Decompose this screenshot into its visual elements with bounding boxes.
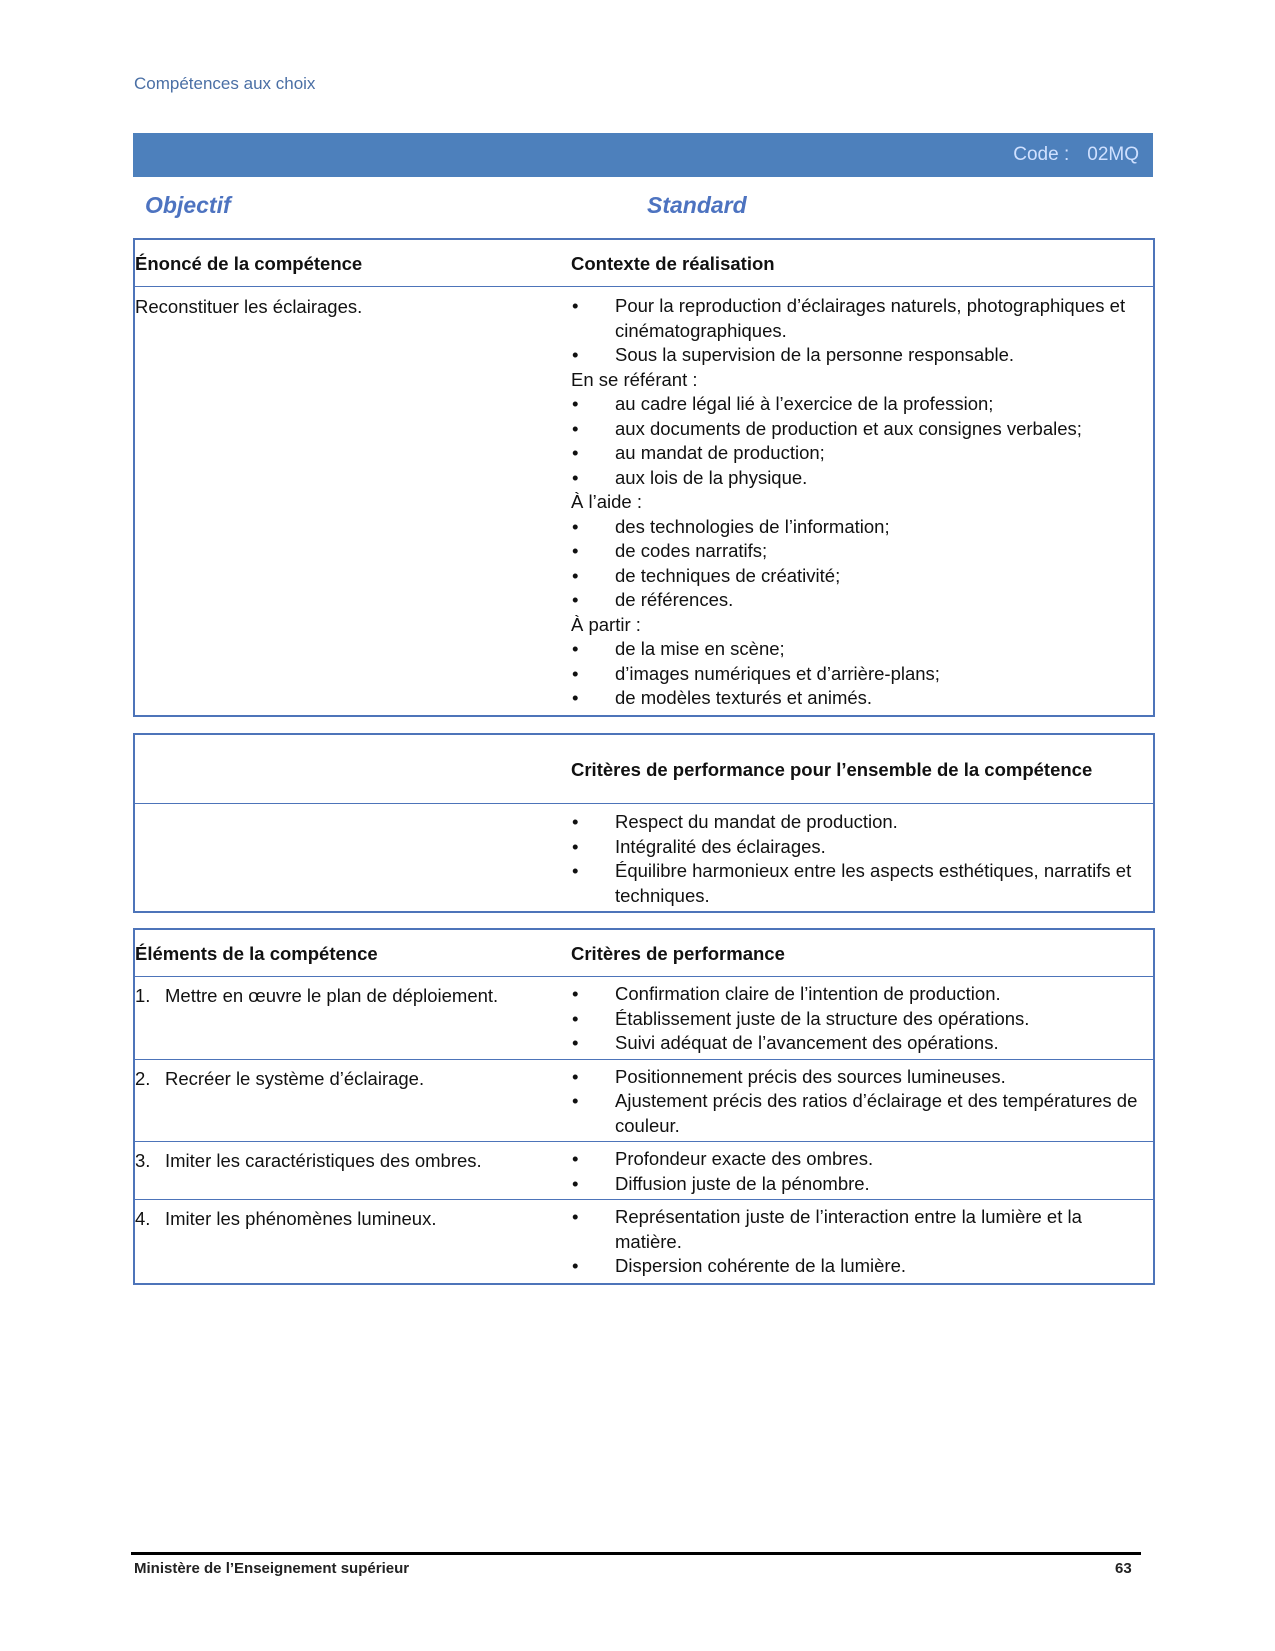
list-item: • au mandat de production;	[571, 441, 1153, 466]
overall-criteria-table	[133, 733, 1155, 913]
list-item: • Diffusion juste de la pénombre.	[571, 1172, 1153, 1197]
table-row	[134, 977, 1154, 1060]
criteria-list	[571, 1205, 1153, 1279]
list-item: • de références.	[571, 588, 1153, 613]
list-item: • Équilibre harmonieux entre les aspects esthétiques, narratifs et techniques.	[571, 859, 1153, 908]
code-value: 02MQ	[1087, 144, 1139, 165]
list-item: • d’images numériques et d’arrière-plans;	[571, 662, 1153, 687]
element-text: Imiter les phénomènes lumineux.	[165, 1208, 437, 1229]
section-objectif: Objectif	[145, 192, 231, 218]
col-header-enonce: Énoncé de la compétence	[135, 253, 363, 274]
footer-ministry: Ministère de l’Enseignement supérieur	[134, 1560, 410, 1577]
context-list-c	[571, 515, 1153, 613]
list-item: • Ajustement précis des ratios d’éclairage et des températures de couleur.	[571, 1089, 1153, 1138]
list-item: • aux documents de production et aux consignes verbales;	[571, 417, 1153, 442]
criteria-list	[571, 982, 1153, 1056]
footer-divider	[131, 1552, 1141, 1555]
list-item: • Représentation juste de l’interaction entre la lumière et la matière.	[571, 1205, 1153, 1254]
list-item: • Pour la reproduction d’éclairages naturels, photographiques et cinématographiques.	[571, 294, 1153, 343]
competence-statement: Reconstituer les éclairages.	[135, 296, 363, 317]
list-item: • Établissement juste de la structure des opérations.	[571, 1007, 1153, 1032]
list-item: • Confirmation claire de l’intention de production.	[571, 982, 1153, 1007]
criteria-list	[571, 1065, 1153, 1139]
table-row	[134, 1059, 1154, 1142]
element-number: 2.	[135, 1067, 151, 1089]
list-item: • aux lois de la physique.	[571, 466, 1153, 491]
page-number: 63	[1115, 1560, 1132, 1577]
table-row	[134, 1142, 1154, 1200]
element-text: Imiter les caractéristiques des ombres.	[165, 1150, 482, 1171]
context-list-d	[571, 637, 1153, 711]
list-item: • des technologies de l’information;	[571, 515, 1153, 540]
list-item: • Sous la supervision de la personne responsable.	[571, 343, 1153, 368]
section-standard: Standard	[647, 192, 747, 218]
context-lead: En se référant :	[571, 368, 698, 390]
element-number: 1.	[135, 985, 151, 1006]
list-item: • Positionnement précis des sources lumineuses.	[571, 1065, 1153, 1090]
elements-criteria-table	[133, 928, 1155, 1285]
header-note: Compétences aux choix	[134, 74, 316, 93]
criteria-list	[571, 1147, 1153, 1196]
list-item: • Profondeur exacte des ombres.	[571, 1147, 1153, 1172]
list-item: • Intégralité des éclairages.	[571, 835, 1153, 860]
list-item: • de codes narratifs;	[571, 539, 1153, 564]
overall-criteria-list	[571, 810, 1153, 908]
code-label: Code :	[1013, 144, 1070, 165]
col-header-contexte: Contexte de réalisation	[571, 253, 775, 274]
context-list-a	[571, 294, 1153, 368]
context-lead: À partir :	[571, 613, 641, 635]
context-list-b	[571, 392, 1153, 490]
code-band	[133, 133, 1153, 177]
table-row	[134, 1200, 1154, 1284]
list-item: • Suivi adéquat de l’avancement des opérations.	[571, 1031, 1153, 1056]
col-header-elements: Éléments de la compétence	[135, 943, 378, 964]
list-item: • Respect du mandat de production.	[571, 810, 1153, 835]
list-item: • de techniques de créativité;	[571, 564, 1153, 589]
element-text: Recréer le système d’éclairage.	[165, 1067, 425, 1089]
overall-criteria-header: Critères de performance pour l’ensemble de la compétence	[571, 758, 1093, 780]
element-text: Mettre en œuvre le plan de déploiement.	[165, 985, 499, 1006]
competence-context-table	[133, 238, 1155, 717]
element-number: 4.	[135, 1208, 151, 1229]
context-lead: À l’aide :	[571, 491, 642, 512]
list-item: • de la mise en scène;	[571, 637, 1153, 662]
element-number: 3.	[135, 1150, 151, 1171]
col-header-criteres: Critères de performance	[571, 943, 785, 964]
list-item: • de modèles texturés et animés.	[571, 686, 1153, 711]
list-item: • Dispersion cohérente de la lumière.	[571, 1254, 1153, 1279]
list-item: • au cadre légal lié à l’exercice de la profession;	[571, 392, 1153, 417]
